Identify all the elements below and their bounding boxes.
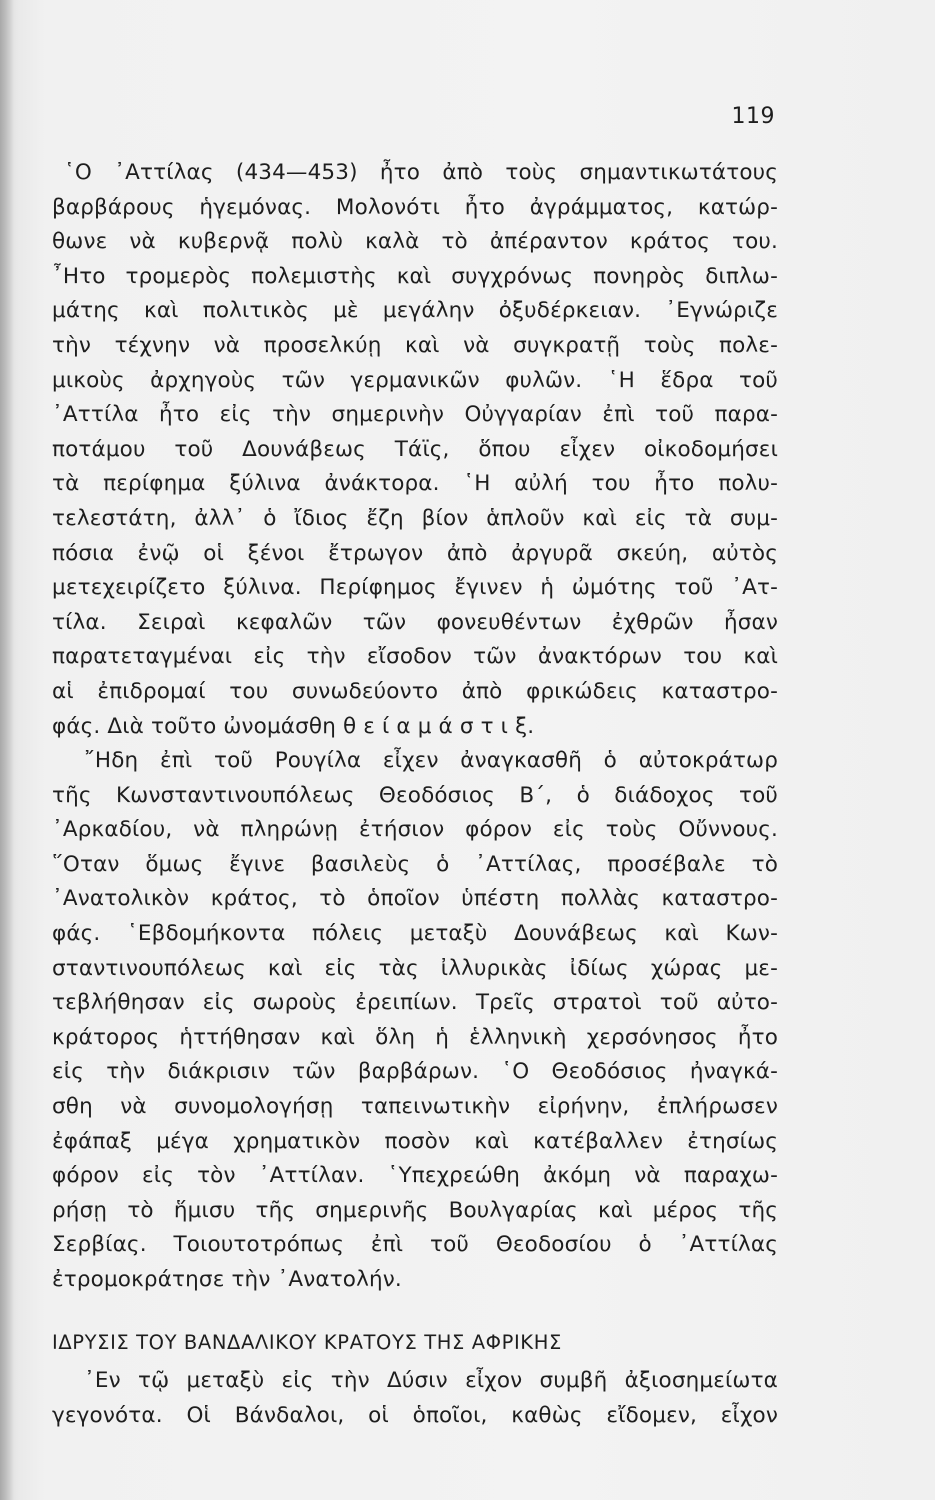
text-line: Σερβίας. Τοιουτοτρόπως ἐπὶ τοῦ Θεοδοσίου ὁ ᾿Αττίλας (52, 1232, 778, 1258)
text-line: τῆς Κωνσταντινουπόλεως Θεοδόσιος Β΄, ὁ διάδοχος τοῦ (52, 782, 778, 808)
text-line: φάς. ῾Εβδομήκοντα πόλεις μεταξὺ Δουνάβεως καὶ Κων- (52, 921, 778, 947)
paragraph-attila (52, 156, 778, 744)
text-line: ποτάμου τοῦ Δουνάβεως Τάϊς, ὅπου εἶχεν οἰκοδομήσει (52, 436, 778, 462)
text-line: ρήσῃ τὸ ἥμισυ τῆς σημερινῆς Βουλγαρίας καὶ μέρος τῆς (52, 1197, 778, 1223)
text-line: ἐτρομοκράτησε τὴν ᾿Ανατολήν. (52, 1267, 402, 1292)
text-line: ᾿Ανατολικὸν κράτος, τὸ ὁποῖον ὑπέστη πολλὰς καταστρο- (52, 886, 778, 912)
text-line: τὰ περίφημα ξύλινα ἀνάκτορα. ῾Η αὐλή του ἦτο πολυ- (52, 471, 778, 497)
text-line: μικοὺς ἀρχηγοὺς τῶν γερμανικῶν φυλῶν. ῾Η ἕδρα τοῦ (52, 367, 778, 393)
page-number: 119 (731, 104, 775, 129)
text-line: πόσια ἐνῷ οἱ ξένοι ἔτρωγον ἀπὸ ἀργυρᾶ σκεύη, αὐτὸς (52, 540, 778, 566)
text-line: παρατεταγμέναι εἰς τὴν εἴσοδον τῶν ἀνακτόρων του καὶ (52, 644, 778, 670)
paragraph-theodosius (52, 744, 778, 1298)
text-line: φόρον εἰς τὸν ᾿Αττίλαν. ῾Υπεχρεώθη ἀκόμη νὰ παραχω- (52, 1163, 778, 1189)
text-line: θωνε νὰ κυβερνᾷ πολὺ καλὰ τὸ ἀπέραντον κράτος του. (52, 229, 778, 255)
text-line: μετεχειρίζετο ξύλινα. Περίφημος ἔγινεν ἡ ὠμότης τοῦ ᾿Ατ- (52, 575, 778, 601)
text-line: ῾Ο ᾿Αττίλας (434—453) ἦτο ἀπὸ τοὺς σημαντικωτάτους (64, 160, 778, 185)
text-line: ἐφάπαξ μέγα χρηματικὸν ποσὸν καὶ κατέβαλλεν ἐτησίως (52, 1128, 778, 1154)
text-line: τεβλήθησαν εἰς σωροὺς ἐρειπίων. Τρεῖς στρατοὶ τοῦ αὐτο- (52, 990, 778, 1016)
text-line: φάς. Διὰ τοῦτο ὠνομάσθη θ ε ί α μ ά σ τ ι ξ. (52, 713, 535, 739)
text-line: κράτορος ἡττήθησαν καὶ ὅλη ἡ ἑλληνικὴ χερσόνησος ἦτο (52, 1024, 778, 1050)
text-line: βαρβάρους ἡγεμόνας. Μολονότι ἦτο ἀγράμματος, κατώρ- (52, 194, 778, 220)
text-line: γεγονότα. Οἱ Βάνδαλοι, οἱ ὁποῖοι, καθὼς εἴδομεν, εἶχον (52, 1402, 778, 1428)
text-line: τὴν τέχνην νὰ προσελκύῃ καὶ νὰ συγκρατῇ τοὺς πολε- (52, 332, 778, 358)
text-line: ῞Οταν ὅμως ἔγινε βασιλεὺς ὁ ᾿Αττίλας, προσέβαλε τὸ (52, 851, 778, 877)
text-line: τελεστάτη, ἀλλ᾿ ὁ ἴδιος ἔζη βίον ἁπλοῦν καὶ εἰς τὰ συμ- (52, 505, 778, 531)
text-line: ῎Ηδη ἐπὶ τοῦ Ρουγίλα εἶχεν ἀναγκασθῆ ὁ αὐτοκράτωρ (84, 748, 778, 774)
text-line: σταντινουπόλεως καὶ εἰς τὰς ἰλλυρικὰς ἰδίως χώρας με- (52, 955, 778, 981)
text-line: ᾿Εν τῷ μεταξὺ εἰς τὴν Δύσιν εἶχον συμβῆ ἀξιοσημείωτα (84, 1368, 778, 1394)
text-line: ᾿Αρκαδίου, νὰ πληρώνῃ ἐτήσιον φόρον εἰς τοὺς Οὔννους. (52, 817, 778, 843)
text-line: ῏Ητο τρομερὸς πολεμιστὴς καὶ συγχρόνως πονηρὸς διπλω- (52, 263, 778, 289)
text-line: μάτης καὶ πολιτικὸς μὲ μεγάλην ὀξυδέρκειαν. ᾿Εγνώριζε (52, 298, 778, 324)
body-text (52, 156, 778, 1433)
text-line: σθη νὰ συνομολογήσῃ ταπεινωτικὴν εἰρήνην, ἐπλήρωσεν (52, 1094, 778, 1120)
page-edge-shadow (0, 0, 14, 1500)
paragraph-vandals (52, 1364, 778, 1433)
text-line: τίλα. Σειραὶ κεφαλῶν τῶν φονευθέντων ἐχθρῶν ἦσαν (52, 609, 778, 635)
text-line: ᾿Αττίλα ἦτο εἰς τὴν σημερινὴν Οὐγγαρίαν ἐπὶ τοῦ παρα- (52, 402, 778, 428)
section-heading: ΙΔΡΥΣΙΣ ΤΟΥ ΒΑΝΔΑΛΙΚΟΥ ΚΡΑΤΟΥΣ ΤΗΣ ΑΦΡΙΚΗΣ (52, 1330, 562, 1354)
text-line: εἰς τὴν διάκρισιν τῶν βαρβάρων. ῾Ο Θεοδόσιος ἠναγκά- (52, 1059, 778, 1085)
text-line: αἱ ἐπιδρομαί του συνωδεύοντο ἀπὸ φρικώδεις καταστρο- (52, 678, 778, 704)
